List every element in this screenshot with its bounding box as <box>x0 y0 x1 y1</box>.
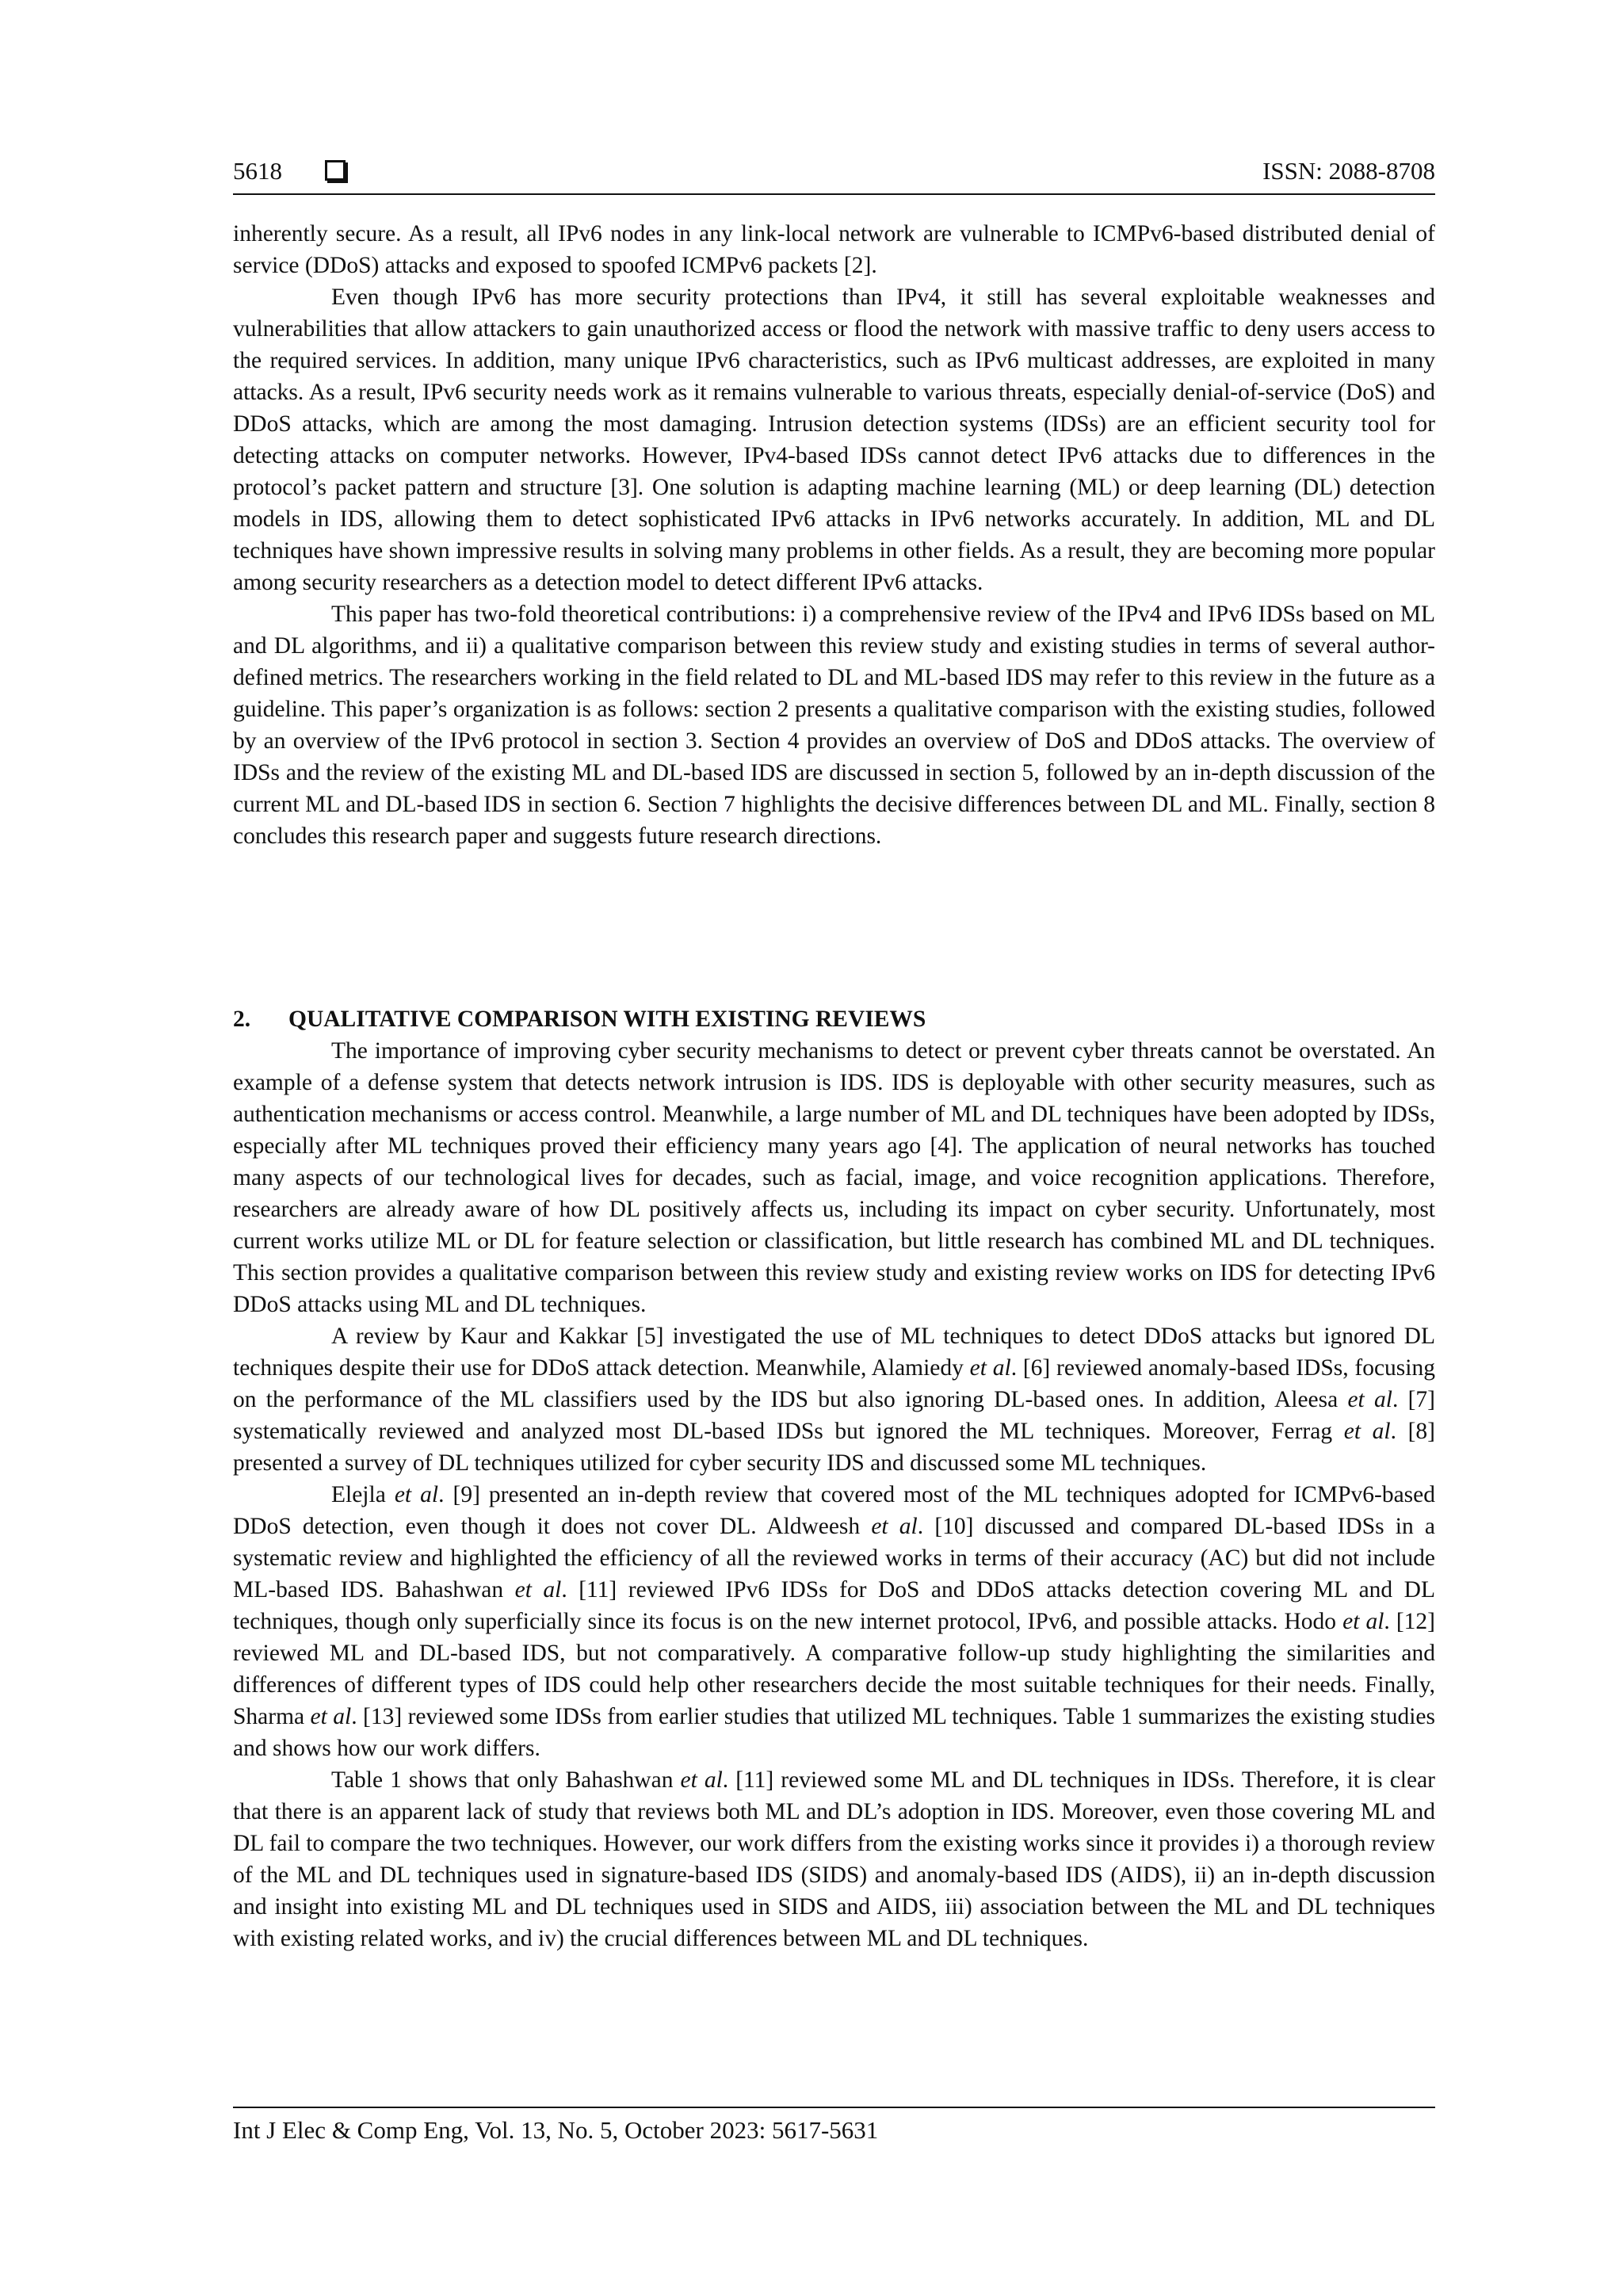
et-al: et al <box>1342 1609 1384 1634</box>
header-rule <box>233 193 1435 195</box>
text-run: . [6] reviewed anomaly-based IDSs, focusing on the performance of the ML classifiers used by the IDS but also ignoring DL-based ones. In addition, Aleesa <box>233 1355 1435 1412</box>
checkbox-square-icon <box>325 160 346 181</box>
et-al: et al <box>1347 1387 1392 1412</box>
page-footer: Int J Elec & Comp Eng, Vol. 13, No. 5, October 2023: 5617-5631 <box>233 2116 879 2144</box>
page-number: 5618 <box>233 157 282 185</box>
et-al: et al <box>969 1355 1011 1381</box>
section-number: 2. <box>233 1007 251 1032</box>
text-run: Table 1 shows that only Bahashwan <box>331 1767 681 1793</box>
paragraph <box>233 1479 1435 1764</box>
text-run: A review by Kaur and Kakkar [5] investigated the use of ML techniques to detect DDoS attacks but ignored DL techniques despite their use for DDoS attack detection. Meanwhile, Alamiedy <box>233 1324 1435 1381</box>
et-al: et al <box>514 1577 562 1603</box>
intro-text-block <box>233 218 1435 852</box>
journal-page <box>233 0 1435 2296</box>
text-run: Elejla <box>331 1482 395 1507</box>
text-run: . [12] reviewed ML and DL-based IDS, but not comparatively. A comparative follow-up study highlighting the similarities and differences of different types of IDS could help other researchers decide the most suitable techniques for their needs. Finally, Sharma <box>233 1609 1435 1729</box>
paragraph <box>233 1764 1435 1954</box>
section-text-block <box>233 1035 1435 1954</box>
paragraph <box>233 1320 1435 1479</box>
paragraph: This paper has two-fold theoretical contributions: i) a comprehensive review of the IPv4 and IPv6 IDSs based on ML and DL algorithms, and ii) a qualitative comparison between this review study and existing studies in terms of several author-defined metrics. The researchers working in the field related to DL and ML-based IDS may refer to this review in the future as a guideline. This paper’s organization is as follows: section 2 presents a qualitative comparison with the existing studies, followed by an overview of the IPv6 protocol in section 3. Section 4 provides an overview of DoS and DDoS attacks. The overview of IDSs and the review of the existing ML and DL-based IDS are discussed in section 5, followed by an in-depth discussion of the current ML and DL-based IDS in section 6. Section 7 highlights the decisive differences between DL and ML. Finally, section 8 concludes this research paper and suggests future research directions. <box>233 602 1435 849</box>
text-run: . [10] discussed and compared DL-based IDSs in a systematic review and highlighted the efficiency of all the reviewed works in terms of their accuracy (AC) but did not include ML-based IDS. Bahashwan <box>233 1514 1436 1603</box>
page-header <box>233 155 1435 193</box>
footer-rule <box>233 2107 1435 2108</box>
section-heading <box>233 1003 1435 1035</box>
et-al: et al <box>871 1514 918 1539</box>
et-al: et al <box>680 1767 723 1793</box>
et-al: et al <box>394 1482 439 1507</box>
section-title: QUALITATIVE COMPARISON WITH EXISTING REVIEWS <box>288 1007 926 1032</box>
text-run: . [8] presented a survey of DL techniques utilized for cyber security IDS and discussed some ML techniques. <box>233 1419 1435 1476</box>
text-run: . [11] reviewed IPv6 IDSs for DoS and DDoS attacks detection covering ML and DL techniques, though only superficially since its focus is on the new internet protocol, IPv6, and possible attacks. Hodo <box>233 1577 1435 1634</box>
text-run: . [7] systematically reviewed and analyzed most DL-based IDSs but ignored the ML techniques. Moreover, Ferrag <box>233 1387 1435 1444</box>
text-run: . [9] presented an in-depth review that covered most of the ML techniques adopted for ICMPv6-based DDoS detection, even though it does not cover DL. Aldweesh <box>233 1482 1435 1539</box>
text-run: . [13] reviewed some IDSs from earlier studies that utilized ML techniques. Table 1 summarizes the existing studies and shows how our work differs. <box>233 1704 1435 1761</box>
paragraph: Even though IPv6 has more security protections than IPv4, it still has several exploitable weaknesses and vulnerabilities that allow attackers to gain unauthorized access or flood the network with massive traffic to deny users access to the required services. In addition, many unique IPv6 characteristics, such as IPv6 multicast addresses, are exploited in many attacks. As a result, IPv6 security needs work as it remains vulnerable to various threats, especially denial-of-service (DoS) and DDoS attacks, which are among the most damaging. Intrusion detection systems (IDSs) are an efficient security tool for detecting attacks on computer networks. However, IPv4-based IDSs cannot detect IPv6 attacks due to differences in the protocol’s packet pattern and structure [3]. One solution is adapting machine learning (ML) or deep learning (DL) detection models in IDS, allowing them to detect sophisticated IPv6 attacks in IPv6 networks accurately. In addition, ML and DL techniques have shown impressive results in solving many problems in other fields. As a result, they are becoming more popular among security researchers as a detection model to detect different IPv6 attacks. <box>233 285 1435 595</box>
et-al: et al <box>1343 1419 1391 1444</box>
paragraph: inherently secure. As a result, all IPv6 nodes in any link-local network are vulnerable to ICMPv6-based distributed denial of service (DDoS) attacks and exposed to spoofed ICMPv6 packets [2]. <box>233 221 1435 278</box>
paragraph: The importance of improving cyber security mechanisms to detect or prevent cyber threats cannot be overstated. An example of a defense system that detects network intrusion is IDS. IDS is deployable with other security measures, such as authentication mechanisms or access control. Meanwhile, a large number of ML and DL techniques have been adopted by IDSs, especially after ML techniques proved their efficiency many years ago [4]. The application of neural networks has touched many aspects of our technological lives for decades, such as facial, image, and voice recognition applications. Therefore, researchers are already aware of how DL positively affects us, including its impact on cyber security. Unfortunately, most current works utilize ML or DL for feature selection or classification, but little research has combined ML and DL techniques. This section provides a qualitative comparison between this review study and existing review works on IDS for detecting IPv6 DDoS attacks using ML and DL techniques. <box>233 1038 1435 1317</box>
issn-label: ISSN: 2088-8708 <box>1262 157 1435 185</box>
text-run: . [11] reviewed some ML and DL techniques in IDSs. Therefore, it is clear that there is an apparent lack of study that reviews both ML and DL’s adoption in IDS. Moreover, even those covering ML and DL fail to compare the two techniques. However, our work differs from the existing works since it provides i) a thorough review of the ML and DL techniques used in signature-based IDS (SIDS) and anomaly-based IDS (AIDS), ii) an in-depth discussion and insight into existing ML and DL techniques used in SIDS and AIDS, iii) association between the ML and DL techniques with existing related works, and iv) the crucial differences between ML and DL techniques. <box>233 1767 1435 1951</box>
et-al: et al <box>310 1704 352 1729</box>
